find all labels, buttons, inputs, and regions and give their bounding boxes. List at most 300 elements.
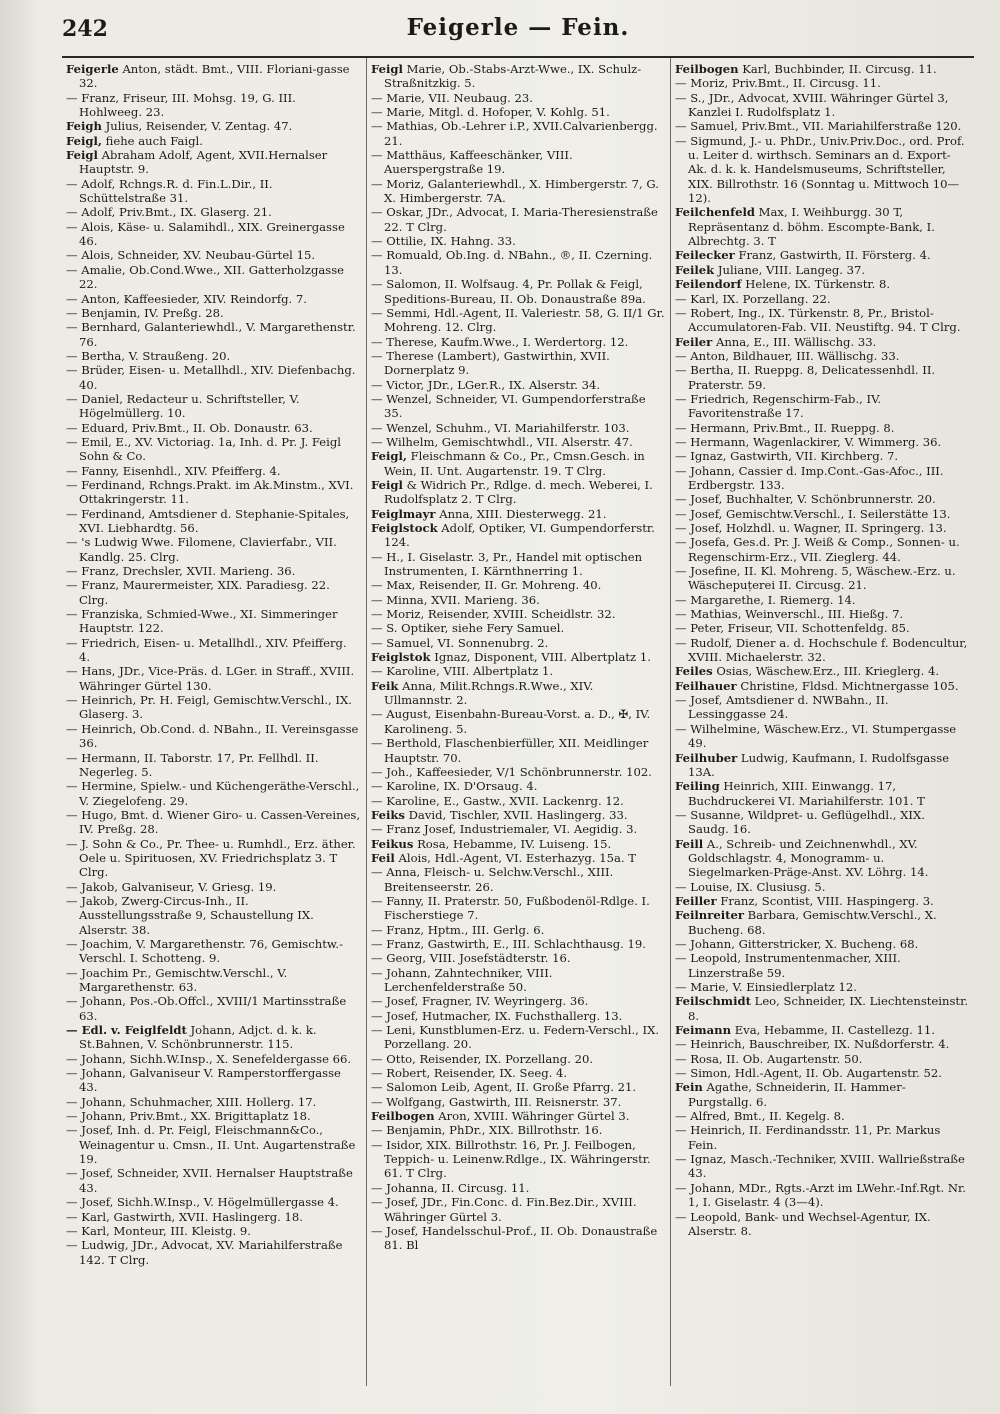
- entry-text: Hermann, II. Taborstr. 17, Pr. Fellhdl. II. Negerleg. 5.: [79, 750, 319, 779]
- entry-text: Karoline, VIII. Albertplatz 1.: [386, 664, 554, 679]
- directory-entry: [371, 91, 665, 105]
- entry-text: Marie, VII. Neubaug. 23.: [386, 90, 533, 105]
- directory-entry: [66, 507, 361, 536]
- ditto-dash: —: [66, 994, 82, 1009]
- ditto-dash: —: [675, 635, 691, 650]
- directory-entry: [371, 1109, 665, 1123]
- ditto-dash: —: [371, 936, 387, 951]
- entry-text: Marie, V. Einsiedlerplatz 12.: [690, 980, 857, 994]
- ditto-dash: —: [371, 707, 387, 722]
- ditto-dash: —: [675, 1180, 691, 1195]
- entry-text: Leo, Schneider, IX. Liechtensteinstr. 8.: [688, 994, 969, 1023]
- ditto-dash: —: [371, 148, 387, 163]
- directory-entry: [675, 306, 969, 335]
- directory-entry: [675, 263, 969, 277]
- directory-entry: [371, 1224, 665, 1253]
- entry-text: Louise, IX. Clusiusg. 5.: [690, 879, 826, 894]
- entry-surname: Feigl,: [66, 133, 102, 148]
- directory-entry: [675, 62, 969, 76]
- ditto-dash: —: [66, 1066, 82, 1081]
- ditto-dash: —: [66, 320, 82, 335]
- directory-entry: [371, 779, 665, 793]
- entry-text: Johann, Zahntechniker, VIII. Lerchenfelderstraße 50.: [384, 965, 553, 994]
- ditto-dash: —: [675, 434, 691, 449]
- directory-entry: [675, 464, 969, 493]
- entry-text: Amalie, Ob.Cond.Wwe., XII. Gatterholzgasse 22.: [79, 262, 345, 292]
- directory-entry: [66, 1166, 361, 1195]
- ditto-dash: —: [371, 635, 387, 650]
- ditto-dash: —: [675, 693, 691, 708]
- directory-entry: [371, 248, 665, 277]
- ditto-dash: —: [675, 1152, 691, 1167]
- directory-entry: [675, 205, 969, 248]
- directory-entry: [66, 578, 361, 607]
- ditto-dash: —: [66, 348, 82, 363]
- entry-text: Anna, XIII. Diesterwegg. 21.: [439, 506, 607, 521]
- entry-text: Osias, Wäschew.Erz., III. Krieglerg. 4.: [716, 664, 940, 679]
- entry-text: Samuel, VI. Sonnenubrg. 2.: [386, 635, 549, 650]
- page-header: [62, 14, 974, 48]
- ditto-dash: —: [66, 807, 82, 822]
- directory-entry: [371, 994, 665, 1008]
- directory-entry: [371, 794, 665, 808]
- entry-text: Mathias, Ob.-Lehrer i.P., XVII.Calvarienbergg. 21.: [384, 119, 658, 148]
- directory-entry: [66, 91, 361, 120]
- directory-entry: [66, 535, 361, 564]
- directory-entry: [66, 478, 361, 507]
- entry-text: Robert, Reisender, IX. Seeg. 4.: [386, 1066, 568, 1081]
- entry-text: Josef, Sichh.W.Insp., V. Högelmüllergasse 4.: [81, 1195, 339, 1210]
- entry-text: Josef, Buchhalter, V. Schönbrunnerstr. 20.: [690, 492, 936, 507]
- directory-entry: [371, 765, 665, 779]
- directory-entry: [675, 421, 969, 435]
- directory-entry: [675, 751, 969, 780]
- entry-surname: Feiglstock: [371, 521, 438, 535]
- entry-text: Johann, Schuhmacher, XIII. Hollerg. 17.: [81, 1094, 317, 1109]
- directory-entry: [675, 1066, 969, 1080]
- entry-text: Johann, Priv.Bmt., XX. Brigittaplatz 18.: [81, 1109, 311, 1124]
- entry-text: Eva, Hebamme, II. Castellezg. 11.: [734, 1023, 935, 1038]
- ditto-dash: —: [371, 736, 387, 751]
- directory-entry: [675, 937, 969, 951]
- ditto-dash: —: [66, 936, 82, 951]
- ditto-dash: —: [675, 76, 691, 91]
- ditto-dash: —: [371, 965, 387, 980]
- ditto-dash: —: [675, 879, 691, 894]
- ditto-dash: —: [66, 750, 82, 765]
- ditto-dash: —: [371, 1051, 387, 1066]
- ditto-dash: —: [675, 449, 691, 464]
- ditto-dash: —: [66, 1209, 82, 1224]
- entry-text: J. Sohn & Co., Pr. Thee- u. Rumhdl., Erz. äther. Oele u. Spirituosen, XV. Friedrichsplatz 3. T Clrg.: [79, 836, 356, 880]
- directory-entry: [371, 277, 665, 306]
- columns: [62, 56, 974, 1386]
- entry-text: Anna, Fleisch- u. Selchw.Verschl., XIII. Breitenseerstr. 26.: [384, 865, 614, 894]
- ditto-dash: —: [675, 607, 691, 622]
- directory-entry: [371, 679, 665, 708]
- ditto-dash: —: [66, 205, 82, 220]
- directory-entry: [675, 134, 969, 206]
- ditto-dash: —: [371, 377, 387, 392]
- directory-entry: [675, 1080, 969, 1109]
- ditto-dash: —: [675, 492, 691, 507]
- entry-text: Georg, VIII. Josefstädterstr. 16.: [386, 951, 571, 966]
- entry-surname: Feigl: [371, 477, 403, 492]
- directory-entry: [371, 1066, 665, 1080]
- entry-surname: Feilbogen: [371, 1109, 435, 1124]
- ditto-dash: —: [66, 463, 82, 478]
- entry-surname: Feiler: [675, 334, 713, 349]
- entry-text: Karl, Buchbinder, II. Circusg. 11.: [742, 62, 937, 76]
- entry-text: Alois, Hdl.-Agent, VI. Esterhazyg. 15a. T: [398, 850, 636, 865]
- ditto-dash: —: [675, 1209, 691, 1224]
- entry-text: Semmi, Hdl.-Agent, II. Valeriestr. 58, G. II/1 Gr. Mohreng. 12. Clrg.: [384, 305, 665, 335]
- directory-entry: [675, 1109, 969, 1123]
- entry-text: Benjamin, PhDr., XIX. Billrothstr. 16.: [386, 1123, 603, 1138]
- directory-entry: [675, 1052, 969, 1066]
- entry-surname: Feilchenfeld: [675, 205, 755, 220]
- entry-text: Abraham Adolf, Agent, XVII.Hernalser Hauptstr. 9.: [79, 148, 328, 177]
- directory-entry: [66, 435, 361, 464]
- directory-entry: [66, 966, 361, 995]
- entry-text: Johann, MDr., Rgts.-Arzt im LWehr.-Inf.Rgt. Nr. 1, I. Giselastr. 4 (3—4).: [688, 1180, 966, 1210]
- column-middle: [366, 58, 670, 1386]
- directory-entry: [675, 980, 969, 994]
- directory-entry: [66, 1052, 361, 1066]
- directory-entry: [371, 234, 665, 248]
- entry-text: Hermine, Spielw.- und Küchengeräthe-Verschl., V. Ziegelofeng. 29.: [79, 779, 360, 808]
- entry-text: Jakob, Galvaniseur, V. Griesg. 19.: [81, 879, 277, 894]
- entry-text: Eduard, Priv.Bmt., II. Ob. Donaustr. 63.: [81, 420, 313, 435]
- entry-text: Matthäus, Kaffeeschänker, VIII. Auerspergstraße 19.: [384, 148, 573, 177]
- directory-entry: [66, 1238, 361, 1267]
- directory-entry: [66, 564, 361, 578]
- directory-entry: [66, 320, 361, 349]
- entry-text: Johanna, II. Circusg. 11.: [386, 1180, 530, 1195]
- directory-entry: [675, 349, 969, 363]
- directory-entry: [66, 1109, 361, 1123]
- entry-text: Victor, JDr., LGer.R., IX. Alserstr. 34.: [386, 377, 601, 392]
- entry-text: Johann, Pos.-Ob.Offcl., XVIII/1 Martinsstraße 63.: [79, 994, 347, 1023]
- ditto-dash: —: [371, 391, 387, 406]
- entry-text: Anton, Bildhauer, III. Wällischg. 33.: [690, 348, 900, 363]
- ditto-dash: —: [675, 391, 691, 406]
- entry-text: Anton, Kaffeesieder, XIV. Reindorfg. 7.: [81, 291, 307, 306]
- entry-text: Joachim Pr., Gemischtw.Verschl., V. Margarethenstr. 63.: [79, 965, 288, 994]
- entry-surname: Feilek: [675, 262, 715, 277]
- entry-text: Josefine, II. Kl. Mohreng. 5, Wäschew.-Erz. u. Wäschepuțerei II. Circusg. 21.: [688, 564, 956, 593]
- entry-text: Bertha, II. Rueppg. 8, Delicatessenhdl. II. Praterstr. 59.: [688, 363, 936, 392]
- directory-entry: [371, 593, 665, 607]
- entry-text: Alois, Schneider, XV. Neubau-Gürtel 15.: [81, 248, 316, 263]
- ditto-dash: —: [675, 1066, 691, 1081]
- directory-entry: [675, 1181, 969, 1210]
- directory-entry: [371, 837, 665, 851]
- entry-surname: Feik: [371, 678, 399, 693]
- directory-entry: [371, 449, 665, 478]
- entry-text: Josef, Hutmacher, IX. Fuchsthallerg. 13.: [386, 1008, 623, 1023]
- directory-entry: [675, 535, 969, 564]
- directory-entry: [66, 1023, 361, 1052]
- directory-entry: [66, 693, 361, 722]
- ditto-dash: —: [371, 1066, 387, 1081]
- ditto-dash: —: [675, 621, 691, 636]
- entry-text: Salomon Leib, Agent, II. Große Pfarrg. 21.: [386, 1080, 637, 1095]
- ditto-dash: —: [371, 234, 387, 249]
- entry-text: Oskar, JDr., Advocat, I. Maria-Theresienstraße 22. T Clrg.: [384, 205, 658, 234]
- directory-entry: [371, 664, 665, 678]
- ditto-dash: —: [371, 1080, 387, 1095]
- ditto-dash: —: [66, 90, 82, 105]
- ditto-dash: —: [66, 721, 82, 736]
- ditto-dash: —: [371, 1023, 387, 1038]
- directory-entry: [371, 1195, 665, 1224]
- entry-text: Wilhelm, Gemischtwhdl., VII. Alserstr. 47.: [386, 434, 633, 449]
- entry-surname: Feiling: [675, 779, 720, 794]
- directory-entry: [66, 464, 361, 478]
- entry-text: Minna, XVII. Marieng. 36.: [386, 592, 540, 607]
- ditto-dash: —: [675, 521, 691, 535]
- entry-text: Josef, Gemischtw.Verschl., I. Seilerstätte 13.: [690, 506, 951, 521]
- directory-entry: [371, 306, 665, 335]
- ditto-dash: —: [371, 764, 387, 779]
- ditto-dash: —: [675, 1123, 691, 1138]
- directory-entry: [371, 1023, 665, 1052]
- directory-entry: [66, 363, 361, 392]
- entry-text: Josef, Inh. d. Pr. Feigl, Fleischmann&Co., Weinagentur u. Cmsn., II. Unt. Augartenstraße 19.: [79, 1123, 356, 1167]
- ditto-dash: —: [66, 879, 82, 894]
- entry-surname: Feilendorf: [675, 277, 742, 292]
- directory-entry: [675, 679, 969, 693]
- directory-entry: [66, 664, 361, 693]
- directory-entry: [66, 722, 361, 751]
- directory-entry: [371, 550, 665, 579]
- directory-entry: [371, 521, 665, 550]
- entry-text: Karoline, E., Gastw., XVII. Lackenrg. 12.: [386, 793, 624, 808]
- entry-text: Leopold, Bank- und Wechsel-Agentur, IX. Alserstr. 8.: [688, 1209, 931, 1238]
- ditto-dash: —: [66, 477, 82, 492]
- entry-text: Anna, Milit.Rchngs.R.Wwe., XIV. Ullmannstr. 2.: [384, 678, 594, 708]
- directory-entry: [371, 378, 665, 392]
- ditto-dash: —: [675, 348, 691, 363]
- entry-text: Josefa, Ges.d. Pr. J. Weiß & Comp., Sonnen- u. Regenschirm-Erz., VII. Zieglerg. 44.: [688, 535, 960, 564]
- ditto-dash: —: [66, 248, 82, 263]
- column-left: [62, 58, 366, 1386]
- directory-entry: [66, 751, 361, 780]
- entry-text: Hermann, Priv.Bmt., II. Rueppg. 8.: [690, 420, 895, 435]
- ditto-dash: —: [66, 535, 82, 550]
- directory-entry: [675, 808, 969, 837]
- ditto-dash: —: [66, 391, 82, 406]
- directory-entry: [66, 392, 361, 421]
- ditto-dash: —: [371, 119, 387, 134]
- directory-entry: [675, 951, 969, 980]
- entry-surname: Feilschmidt: [675, 994, 751, 1009]
- entry-text: Marie, Mitgl. d. Hofoper, V. Kohlg. 51.: [386, 105, 610, 120]
- entry-text: Benjamin, IV. Preßg. 28.: [81, 305, 224, 320]
- ditto-dash: —: [66, 893, 82, 908]
- directory-entry: [371, 937, 665, 951]
- entry-text: Daniel, Redacteur u. Schriftsteller, V. Högelmüllerg. 10.: [79, 391, 300, 421]
- entry-text: Mathias, Weinverschl., III. Hießg. 7.: [690, 607, 904, 622]
- ditto-dash: —: [66, 1166, 82, 1181]
- entry-text: Franziska, Schmied-Wwe., XI. Simmeringer Hauptstr. 122.: [79, 607, 338, 636]
- directory-entry: [66, 148, 361, 177]
- directory-entry: [675, 607, 969, 621]
- ditto-dash: —: [371, 994, 387, 1009]
- entry-text: Rudolf, Diener a. d. Hochschule f. Bodencultur, XVIII. Michaelerstr. 32.: [688, 635, 968, 665]
- entry-text: Brüder, Eisen- u. Metallhdl., XIV. Diefenbachg. 40.: [79, 363, 356, 392]
- entry-text: Ignaz, Masch.-Techniker, XVIII. Wallrießstraße 43.: [688, 1152, 965, 1181]
- entry-text: Adolf, Priv.Bmt., IX. Glaserg. 21.: [81, 205, 272, 220]
- ditto-dash: —: [371, 1195, 387, 1210]
- ditto-dash: —: [66, 1223, 82, 1238]
- ditto-dash: —: [371, 1223, 387, 1238]
- directory-entry: [371, 507, 665, 521]
- entry-text: Ignaz, Disponent, VIII. Albertplatz 1.: [434, 650, 651, 665]
- entry-text: Ottilie, IX. Hahng. 33.: [386, 234, 516, 249]
- ditto-dash: —: [675, 506, 691, 521]
- ditto-dash: —: [66, 1109, 82, 1124]
- directory-entry: [371, 1123, 665, 1137]
- directory-entry: [66, 837, 361, 880]
- ditto-dash: —: [371, 1137, 387, 1152]
- ditto-dash: —: [371, 578, 387, 593]
- directory-entry: [66, 1066, 361, 1095]
- entry-text: Max, Reisender, II. Gr. Mohreng. 40.: [386, 578, 602, 593]
- entry-text: Anna, E., III. Wällischg. 33.: [715, 334, 877, 349]
- entry-text: Rosa, Hebamme, IV. Luiseng. 15.: [417, 836, 612, 851]
- directory-entry: [371, 707, 665, 736]
- ditto-dash: —: [371, 305, 387, 320]
- entry-text: Franz, Scontist, VIII. Haspingerg. 3.: [720, 893, 934, 908]
- entry-text: Simon, Hdl.-Agent, II. Ob. Augartenstr. 52.: [690, 1066, 942, 1081]
- entry-text: Isidor, XIX. Billrothstr. 16, Pr. J. Feilbogen, Teppich- u. Leinenw.Rdlge., IX. Währingerstr. 61. T Clrg.: [384, 1137, 651, 1181]
- entry-text: Wenzel, Schuhm., VI. Mariahilferstr. 103.: [386, 420, 630, 435]
- ditto-dash: —: [371, 779, 387, 794]
- ditto-dash: —: [66, 965, 82, 980]
- ditto-dash: —: [371, 420, 387, 435]
- entry-text: Anton, städt. Bmt., VIII. Floriani-gasse 32.: [79, 62, 350, 91]
- directory-entry: [675, 722, 969, 751]
- directory-entry: [675, 894, 969, 908]
- entry-text: Josef, JDr., Fin.Conc. d. Fin.Bez.Dir., XVIII. Währinger Gürtel 3.: [384, 1195, 637, 1224]
- entry-text: Jakob, Zwerg-Circus-Inh., II. Ausstellungsstraße 9, Schaustellung IX. Alserstr. 38.: [79, 893, 314, 937]
- entry-text: Fleischmann & Co., Pr., Cmsn.Gesch. in Wein, II. Unt. Augartenstr. 19. T Clrg.: [384, 449, 645, 478]
- directory-entry: [66, 421, 361, 435]
- directory-entry: [371, 621, 665, 635]
- entry-text: Ignaz, Gastwirth, VII. Kirchberg. 7.: [690, 449, 899, 464]
- ditto-dash: —: [371, 922, 387, 937]
- ditto-dash: —: [371, 277, 387, 292]
- entry-text: H., I. Giselastr. 3, Pr., Handel mit optischen Instrumenten, I. Kärnthnerring 1.: [384, 549, 643, 579]
- entry-text: Hermann, Wagenlackirer, V. Wimmerg. 36.: [690, 434, 942, 449]
- ditto-dash: —: [675, 721, 691, 736]
- directory-entry: [675, 564, 969, 593]
- ditto-dash: —: [371, 1094, 387, 1109]
- entry-surname: Feill: [675, 836, 704, 851]
- ditto-dash: —: [66, 664, 82, 679]
- entry-text: S., JDr., Advocat, XVIII. Währinger Gürtel 3, Kanzlei I. Rudolfsplatz 1.: [688, 90, 949, 120]
- ditto-dash: —: [675, 1109, 691, 1124]
- entry-text: Johann, Gitterstricker, X. Bucheng. 68.: [690, 936, 919, 951]
- ditto-dash: —: [675, 305, 691, 320]
- ditto-dash: —: [675, 1037, 691, 1052]
- directory-entry: [371, 1138, 665, 1181]
- directory-entry: [371, 435, 665, 449]
- entry-text: Ludwig, JDr., Advocat, XV. Mariahilferstraße 142. T Clrg.: [79, 1238, 343, 1267]
- directory-entry: [371, 966, 665, 995]
- entry-text: Moriz, Galanteriewhdl., X. Himbergerstr. 7, G. X. Himbergerstr. 7A.: [384, 176, 659, 206]
- directory-entry: [66, 119, 361, 133]
- ditto-dash: —: [371, 248, 387, 263]
- directory-entry: [66, 62, 361, 91]
- entry-text: Friedrich, Regenschirm-Fab., IV. Favoritenstraße 17.: [688, 391, 882, 421]
- ditto-dash: —: [675, 291, 691, 306]
- directory-entry: [371, 62, 665, 91]
- directory-entry: [675, 1037, 969, 1051]
- directory-entry: [371, 177, 665, 206]
- ditto-dash: —: [675, 133, 691, 148]
- entry-text: Susanne, Wildpret- u. Geflügelhdl., XIX. Saudg. 16.: [688, 807, 925, 837]
- directory-entry: [675, 248, 969, 262]
- directory-entry: [371, 607, 665, 621]
- directory-entry: [66, 894, 361, 937]
- directory-entry: [675, 91, 969, 120]
- entry-text: Karoline, IX. D'Orsaug. 4.: [386, 779, 538, 794]
- entry-text: Josef, Fragner, IV. Weyringerg. 36.: [386, 994, 589, 1009]
- ditto-dash: —: [66, 434, 82, 449]
- directory-entry: [371, 822, 665, 836]
- directory-entry: [66, 1095, 361, 1109]
- entry-text: & Widrich Pr., Rdlge. d. mech. Weberei, I. Rudolfsplatz 2. T Clrg.: [384, 477, 653, 507]
- page-number: 242: [62, 16, 108, 42]
- ditto-dash: —: [66, 420, 82, 435]
- directory-entry: [66, 994, 361, 1023]
- ditto-dash: —: [675, 936, 691, 951]
- directory-entry: [371, 349, 665, 378]
- directory-entry: [66, 1195, 361, 1209]
- entry-text: Wenzel, Schneider, VI. Gumpendorferstraße 35.: [384, 391, 646, 421]
- entry-text: Wolfgang, Gastwirth, III. Reisnerstr. 37.: [386, 1094, 622, 1109]
- entry-surname: Feimann: [675, 1023, 732, 1038]
- entry-surname: Feilnreiter: [675, 908, 744, 923]
- ditto-dash: —: [371, 176, 387, 191]
- directory-entry: [66, 607, 361, 636]
- ditto-dash: —: [66, 1195, 82, 1210]
- entry-text: Fanny, II. Praterstr. 50, Fußbodenöl-Rdlge. I. Fischerstiege 7.: [384, 893, 650, 923]
- entry-surname: Feiglmayr: [371, 506, 436, 521]
- entry-text: Salomon, II. Wolfsaug. 4, Pr. Pollak & Feigl, Speditions-Bureau, II. Ob. Donaustraße 89a.: [384, 277, 646, 306]
- entry-text: Franz, Gastwirth, II. Försterg. 4.: [738, 248, 931, 263]
- directory-entry: [675, 1123, 969, 1152]
- entry-surname: Feilhauer: [675, 678, 737, 693]
- entry-text: Bernhard, Galanteriewhdl., V. Margarethenstr. 76.: [79, 320, 356, 349]
- directory-entry: [66, 306, 361, 320]
- entry-text: Barbara, Gemischtw.Verschl., X. Bucheng. 68.: [688, 908, 937, 937]
- ditto-dash: —: [66, 176, 82, 191]
- ditto-dash: —: [371, 334, 387, 349]
- ditto-dash: —: [371, 549, 387, 564]
- directory-entry: [66, 177, 361, 206]
- directory-entry: [675, 363, 969, 392]
- ditto-dash: —: [66, 578, 82, 593]
- ditto-dash: —: [675, 420, 691, 435]
- directory-entry: [66, 779, 361, 808]
- directory-entry: [371, 421, 665, 435]
- directory-entry: [371, 1009, 665, 1023]
- ditto-dash: —: [66, 262, 82, 277]
